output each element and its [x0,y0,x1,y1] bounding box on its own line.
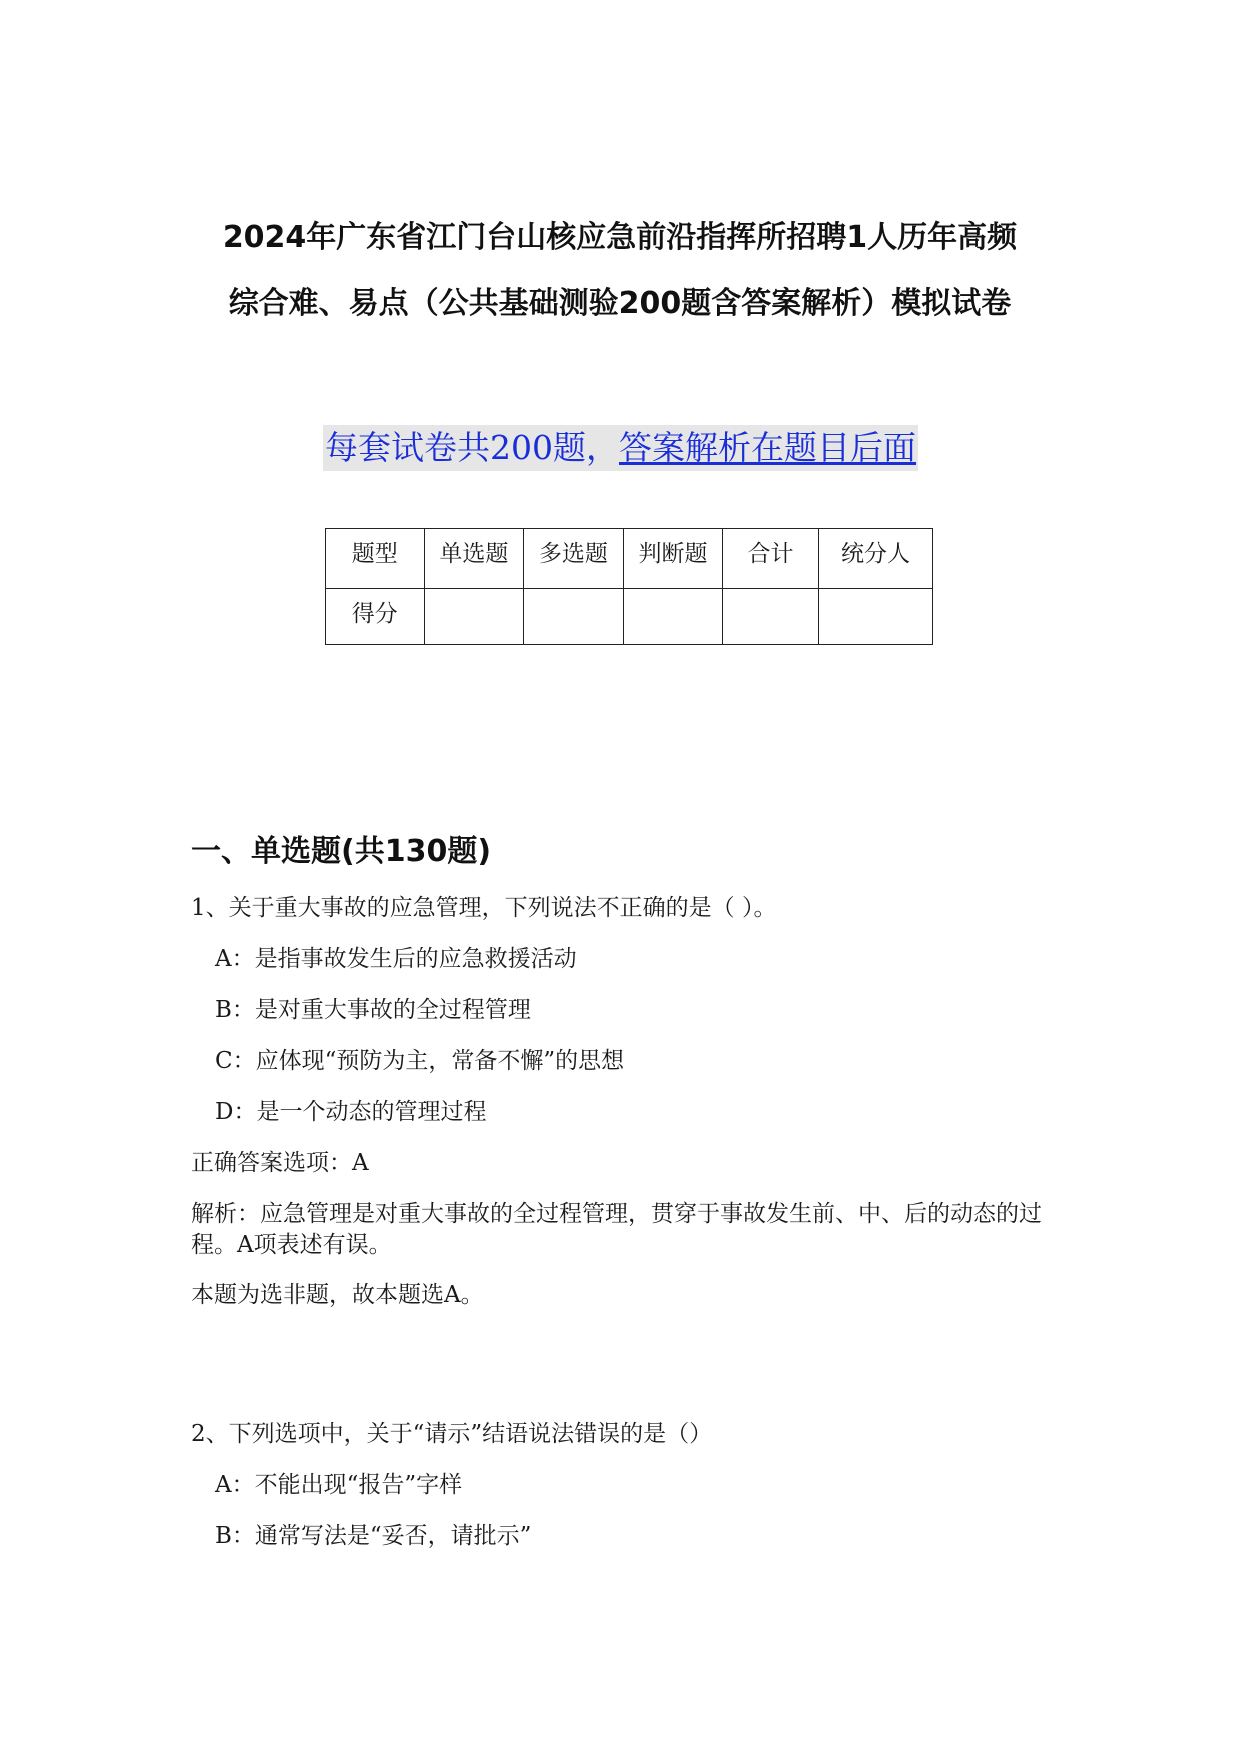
score-cell-true-false[interactable] [623,589,723,645]
note-text: 本题为选非题，故本题选A。 [191,1282,484,1308]
header-scorer: 统分人 [818,529,932,589]
score-table-score-row [326,589,933,645]
banner-box [323,425,918,471]
option-a: A：是指事故发生后的应急救援活动 [215,946,577,972]
score-cell-total[interactable] [723,589,819,645]
answer-location-link[interactable]: 答案解析在题目后面 [619,428,916,467]
question-stem: 2、下列选项中，关于“请示”结语说法错误的是（） [191,1421,713,1447]
score-cell-multiple[interactable] [524,589,624,645]
header-single-choice: 单选题 [424,529,524,589]
header-true-false: 判断题 [623,529,723,589]
section-heading: 一、单选题(共130题) [191,834,492,869]
option-a: A：不能出现“报告”字样 [215,1472,463,1498]
row-label-score: 得分 [326,589,425,645]
option-d: D：是一个动态的管理过程 [215,1099,487,1125]
page-title [150,205,1090,337]
title-line-1: 2024年广东省江门台山核应急前沿指挥所招聘1人历年高频 [222,220,1018,255]
title-line-2: 综合难、易点（公共基础测验200题含答案解析）模拟试卷 [228,286,1012,321]
option-b: B：通常写法是“妥否，请批示” [215,1523,532,1549]
option-b: B：是对重大事故的全过程管理 [215,997,531,1023]
question-stem: 1、关于重大事故的应急管理，下列说法不正确的是（ ）。 [191,895,777,921]
answer-text: 正确答案选项：A [191,1150,369,1176]
header-total: 合计 [723,529,819,589]
score-table-header-row [326,529,933,589]
score-table [325,528,933,645]
header-multiple-choice: 多选题 [524,529,624,589]
analysis-text: 解析：应急管理是对重大事故的全过程管理，贯穿于事故发生前、中、后的动态的过程。A项表述有误。 [191,1201,1042,1258]
option-c: C：应体现“预防为主，常备不懈”的思想 [215,1048,625,1074]
score-cell-single[interactable] [424,589,524,645]
info-banner [0,425,1241,471]
banner-text: 每套试卷共200题， [325,428,619,467]
score-cell-scorer[interactable] [818,589,932,645]
header-question-type: 题型 [326,529,425,589]
